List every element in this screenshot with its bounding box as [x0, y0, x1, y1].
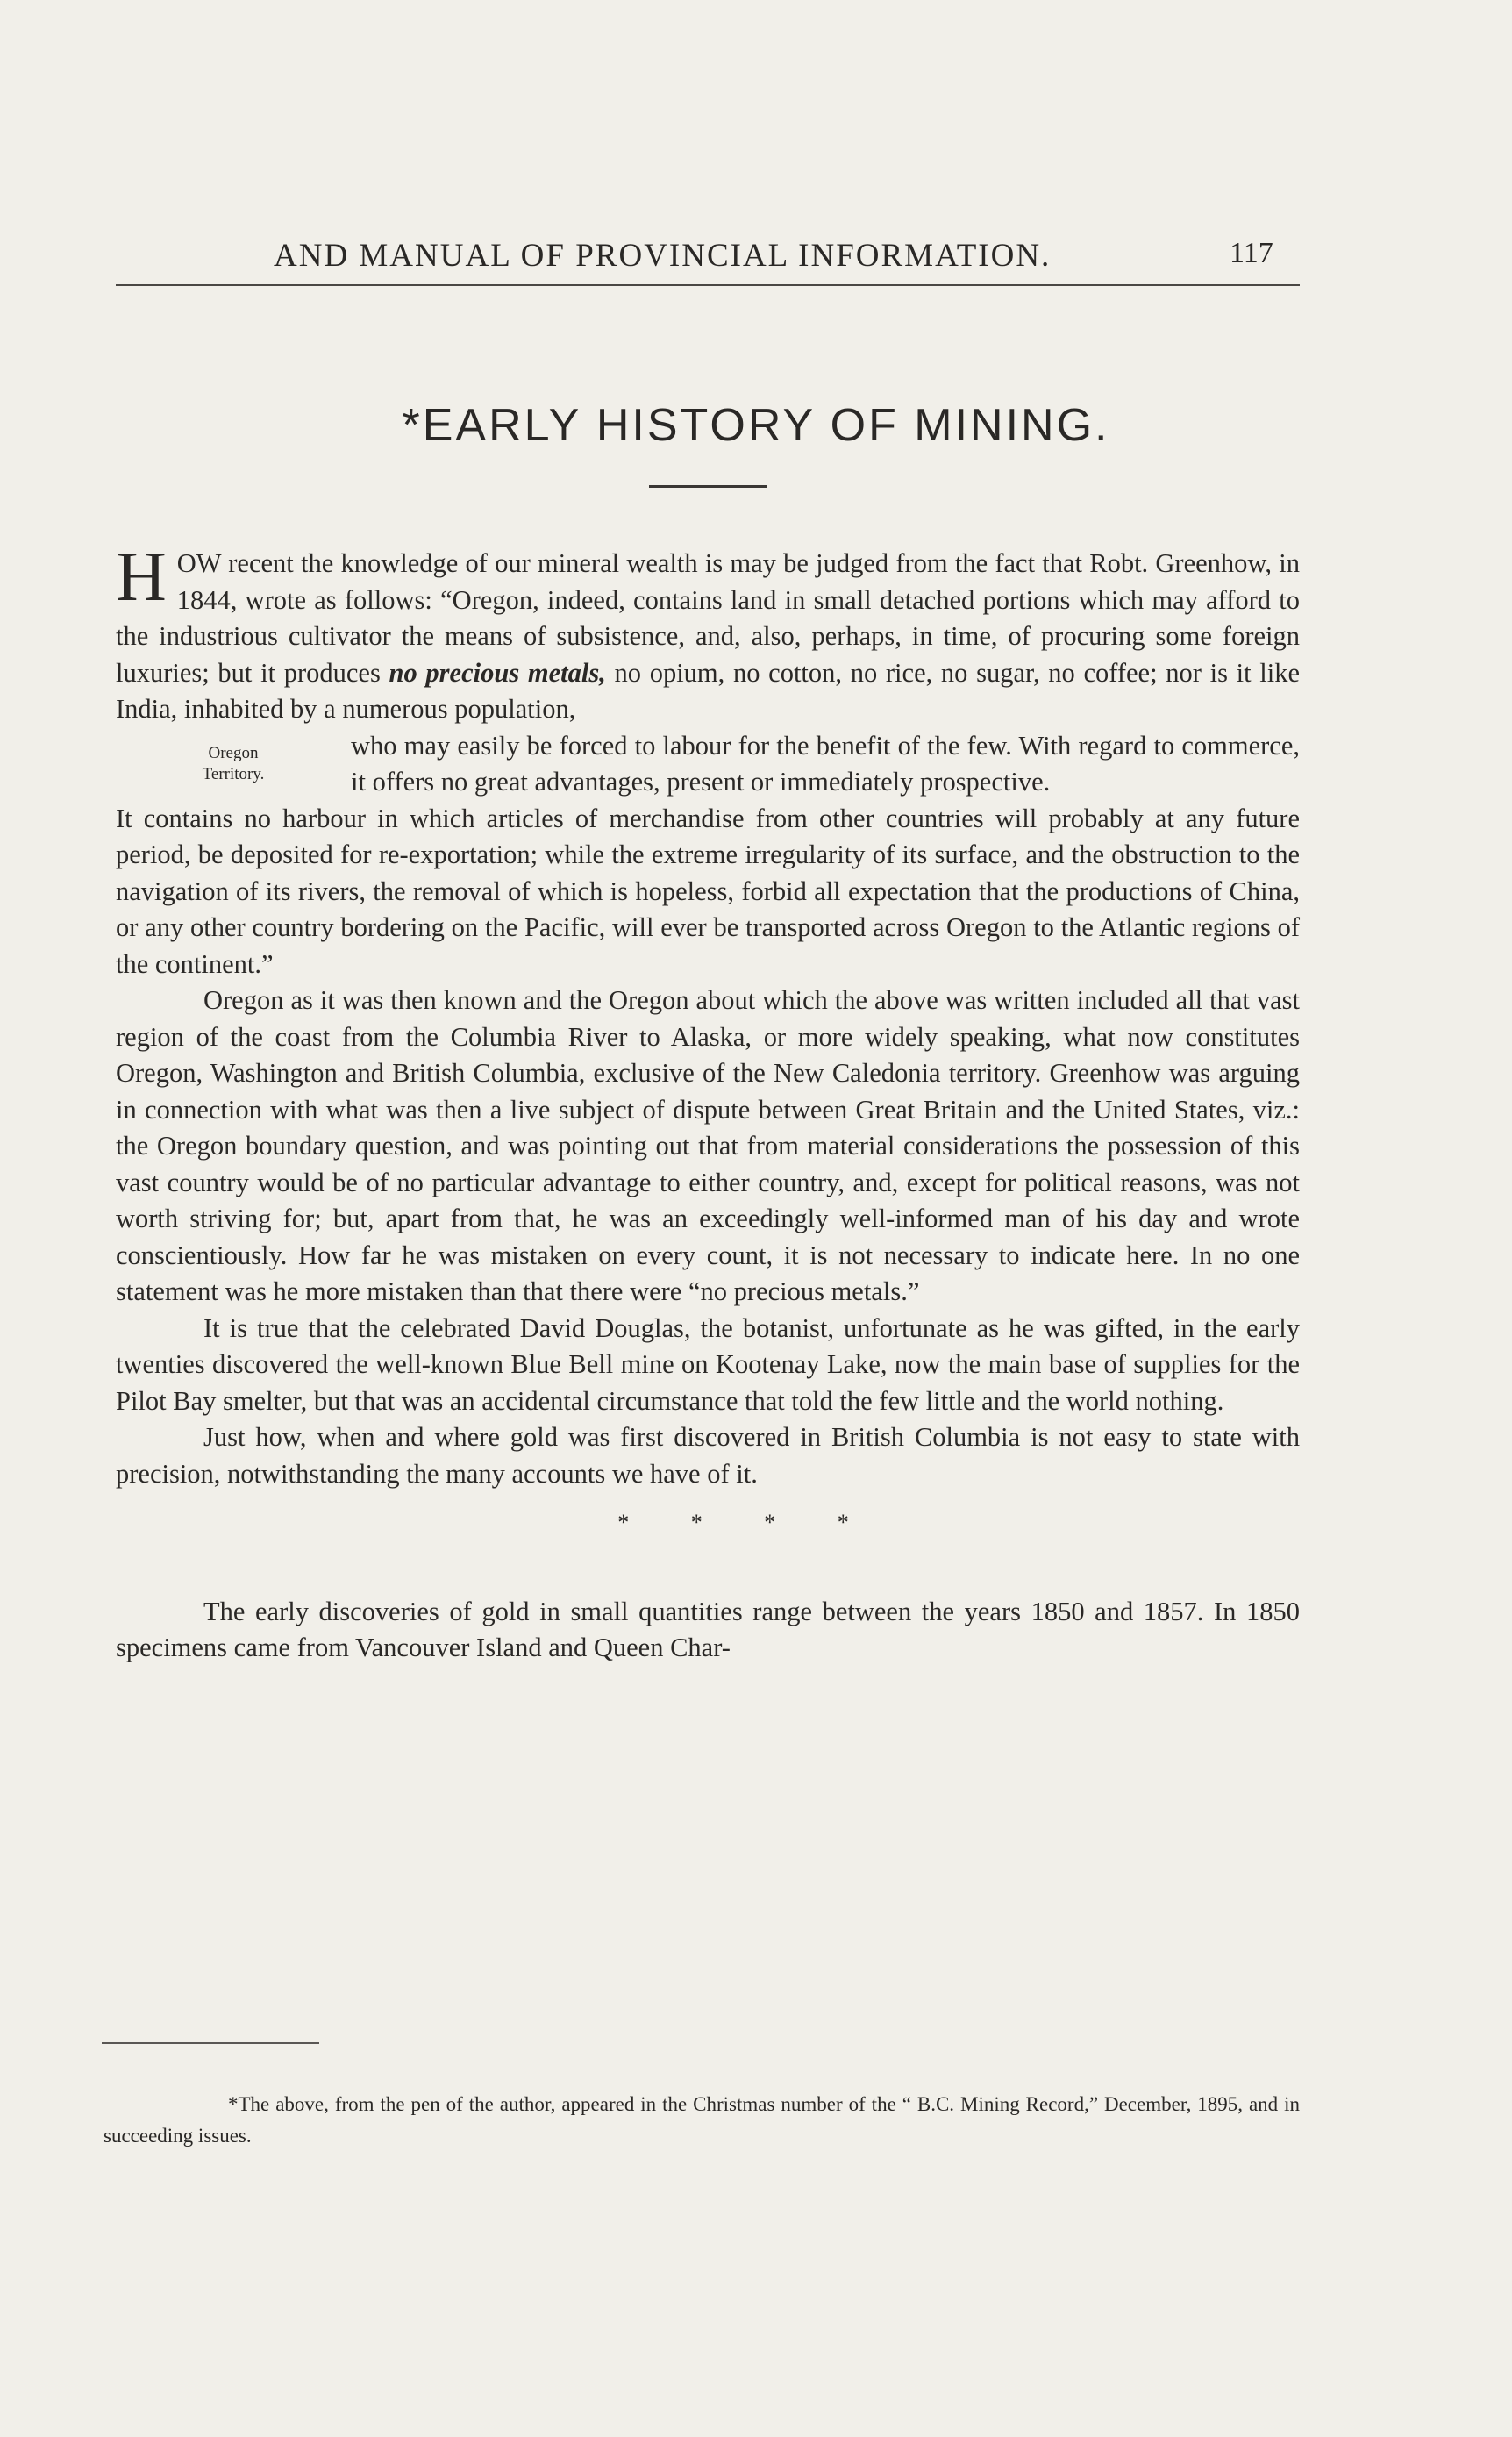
margin-note-line-1: Oregon [208, 744, 259, 762]
margin-note [116, 743, 351, 785]
header-rule [116, 284, 1300, 286]
paragraph-3: It is true that the celebrated David Douglas, the botanist, unfortunate as he was gifted, in the early twenties discovered the well-known Blue Bell mine on Kootenay Lake, now the main base of supplies for the Pilot Bay smelter, but that was an accidental circumstance that told the few little and the world nothing. [116, 1312, 1300, 1416]
chapter-title: *EARLY HISTORY OF MINING. [402, 399, 1110, 451]
title-rule [649, 485, 767, 488]
margin-note-line-2: Territory. [202, 765, 265, 783]
section-break-stars: * * * * [617, 1510, 877, 1535]
paragraph-5: The early discoveries of gold in small quantities range between the years 1850 and 1857. In 1850 specimens came from Vancouver Island and Queen Char- [116, 1596, 1300, 1662]
paragraph-1-part-1: OW recent the knowledge of our mineral wealth is may be judged from the fact that Robt. Greenhow, in 1844, wrote as follows: “Oregon, indeed, contains land in small detached portions which may afford to the industrious cultivator the means of subsistence, and, also, perhaps, in time, of procuring some foreign luxuries; but it produces [116, 548, 1300, 688]
paragraph-4: Just how, when and where gold was first discovered in British Columbia is not easy to state with precision, notwithstanding the many accounts we have of it. [116, 1422, 1300, 1489]
footnote: *The above, from the pen of the author, appeared in the Christmas number of the “ B.C. Mining Record,” December, 1895, and in succeeding issues. [103, 2093, 1300, 2147]
paragraph-2: Oregon as it was then known and the Oregon about which the above was written included all that vast region of the coast from the Columbia River to Alaska, or more widely speaking, what now constitutes Oregon, Washington and British Columbia, exclusive of the New Caledonia territory. Greenhow was arguing in connection with what was then a live subject of dispute between Great Britain and the United States, viz.: the Oregon boundary question, and was pointing out that from material considerations the possession of this vast country would be of no particular advantage to either country, and, except for political reasons, was not worth striving for; but, apart from that, he was an exceedingly well-informed man of his day and wrote conscientiously. How far he was mistaken on every count, it is not necessary to indicate here. In no one statement was he more mistaken than that there were “no precious metals.” [116, 985, 1300, 1306]
body-text [116, 539, 1300, 1667]
page-number: 117 [1230, 237, 1273, 269]
sidenote-block [116, 728, 1300, 801]
paragraph-1-opening [116, 539, 1300, 728]
drop-cap: H [116, 539, 167, 616]
paragraph-1-side-text: who may easily be forced to labour for the benefit of the few. With regard to commerce, it offers no great advantages, present or immediately prospective. [351, 730, 1300, 797]
running-title: AND MANUAL OF PROVINCIAL INFORMATION. [274, 238, 1052, 274]
emphasis-no-precious-metals: no precious metals, [389, 657, 606, 688]
paragraph-1-part-2: no opium, no cotton, no rice, no sugar, no coffee; nor is it like India, inhabited by a numerous population, [116, 657, 1300, 724]
paragraph-1-part-3: It contains no harbour in which articles of merchandise from other countries will probably at any future period, be deposited for re-exportation; while the extreme irregularity of its surface, and the obstruction to the navigation of its rivers, the removal of which is hopeless, forbid all expectation that the productions of China, or any other country bordering on the Pacific, will ever be transported across Oregon to the Atlantic regions of the continent.” [116, 803, 1300, 979]
footnote-rule [102, 2042, 319, 2044]
